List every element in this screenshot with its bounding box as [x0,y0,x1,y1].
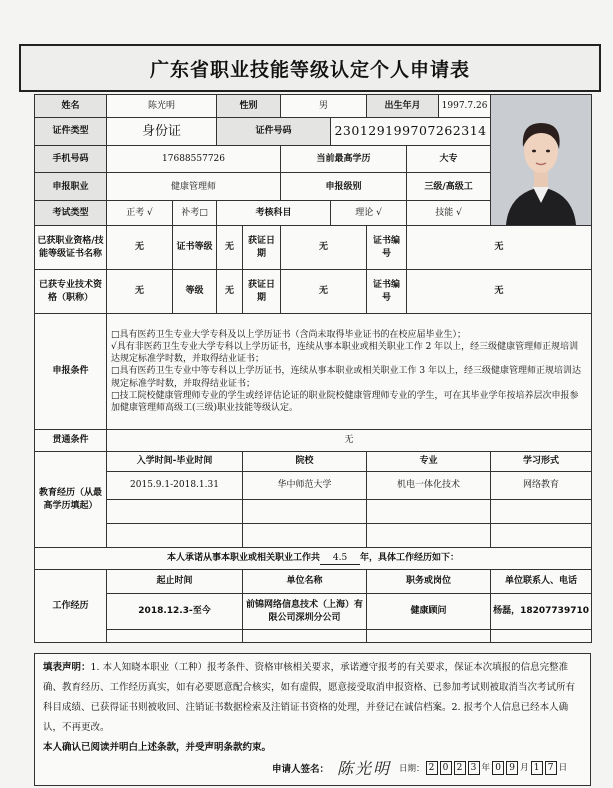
skill-value: 技能 √ [407,201,491,226]
date-digit-box: 2 [454,761,466,775]
work-contact-value: 杨磊，18207739710 [491,594,592,630]
name-label: 姓名 [35,95,107,118]
title-no-value: 无 [407,270,592,314]
exam-type-label: 考试类型 [35,201,107,226]
pathway-value: 无 [107,430,592,452]
cert-no-value: 无 [407,226,592,270]
date-digit-box: 2 [426,761,438,775]
conditions-list [107,314,592,430]
condition-item: √具有非医药卫生专业大学专科以上学历证书，连续从事本职业或相关职业工作 2 年以上，经三级健康管理师正规培训达规定标准学时数，并取得结业证书； [111,342,579,365]
gender-value: 男 [281,95,367,118]
title-grade-value: 无 [217,270,243,314]
work-company-value: 前锦网络信息技术（上海）有限公司深圳分公司 [243,594,367,630]
edu-row-empty [35,500,592,524]
condition-item: □具有医药卫生专业大学专科及以上学历证书（含尚未取得毕业证书的在校应届毕业生）； [111,330,467,340]
title-date-label: 获证日期 [243,270,281,314]
edu-form-header: 学习形式 [491,452,592,472]
obtained-title-value: 无 [107,270,173,314]
form-title-box [19,44,601,92]
date-digit-box: 0 [492,761,504,775]
occupation-label: 申报职业 [35,172,107,201]
date-digit-box: 0 [440,761,452,775]
title-grade-label: 等级 [173,270,217,314]
cert-grade-value: 无 [217,226,243,270]
work-company-header: 单位名称 [243,570,367,594]
title-date-value: 无 [281,270,367,314]
declaration-text [43,658,582,738]
date-unit-label: 年 [481,762,491,773]
applicant-info-table [34,94,592,643]
work-position-header: 职务或岗位 [367,570,491,594]
id-number-value: 230129199707262314 [331,117,491,146]
date-digit-box: 9 [506,761,518,775]
pathway-label: 贯通条件 [35,430,107,452]
cert-date-label: 获证日期 [243,226,281,270]
cert-no-label: 证书编号 [367,226,407,270]
date-digit-box: 7 [545,761,557,775]
title-no-label: 证书编号 [367,270,407,314]
sign-label: 申请人签名： [272,763,330,775]
edu-history-label: 教育经历（从最高学历填起） [35,452,107,548]
handwritten-signature: 陈光明 [337,759,392,778]
edu-time-value: 2015.9.1-2018.1.31 [107,472,243,500]
confirmation-text: 本人确认已阅读并明白上述条款，并受声明条款约束。 [43,742,272,753]
edu-major-value: 机电一体化技术 [367,472,491,500]
work-promise-prefix: 本人承诺从事本职业或相关职业工作共 [167,552,321,563]
work-position-value: 健康顾问 [367,594,491,630]
work-promise [35,548,592,570]
date-digit-box: 1 [531,761,543,775]
gender-label: 性别 [217,95,281,118]
phone-label: 手机号码 [35,146,107,173]
edu-school-header: 院校 [243,452,367,472]
edu-form-value: 网络教育 [491,472,592,500]
cert-grade-label: 证书等级 [173,226,217,270]
birth-label: 出生年月 [367,95,439,118]
signature-row [272,756,568,779]
date-unit-label: 日 [558,762,568,773]
obtained-cert-value: 无 [107,226,173,270]
work-contact-header: 单位联系人、电话 [491,570,592,594]
date-digit-box: 3 [468,761,480,775]
declaration-label: 填表声明： [43,662,91,673]
work-history-label: 工作经历 [35,570,107,643]
conditions-label: 申报条件 [35,314,107,430]
condition-item: □技工院校健康管理师专业的学生或经评估论证的职业院校健康管理师专业的学生，可在其毕业学年按培养层次申报参加健康管理师高级工(三级)职业技能等级认定。 [111,390,579,413]
theory-value: 理论 √ [331,201,407,226]
exam-makeup-value: 补考□ [173,201,217,226]
id-type-label: 证件类型 [35,117,107,146]
edu-time-header: 入学时间-毕业时间 [107,452,243,472]
education-label: 当前最高学历 [281,146,407,173]
work-time-header: 起止时间 [107,570,243,594]
name-value: 陈光明 [107,95,217,118]
condition-item: □具有医药卫生专业中等专科以上学历证书，连续从事本职业或相关职业工作 3 年以上，经三级健康管理师正规培训达规定标准学时数，并取得结业证书； [111,366,581,389]
birth-value: 1997.7.26 [439,95,491,118]
edu-row-empty [35,524,592,548]
level-value: 三级/高级工 [407,172,491,201]
form-title: 广东省职业技能等级认定个人申请表 [149,58,470,81]
date-boxes [425,761,569,775]
date-unit-label: 月 [520,762,529,773]
applicant-photo [491,95,592,226]
edu-school-value: 华中师范大学 [243,472,367,500]
work-promise-suffix: 年，具体工作经历如下： [360,552,460,563]
portrait-image [491,95,591,225]
level-label: 申报级别 [281,172,407,201]
exam-normal-value: 正考 √ [107,201,173,226]
education-value: 大专 [407,146,491,173]
work-years-value: 4.5 [320,552,360,565]
edu-major-header: 专业 [367,452,491,472]
obtained-title-label: 已获专业技术资格（职称） [35,270,107,314]
work-row [35,594,592,630]
id-type-value: 身份证 [107,117,217,146]
declaration-body: 1. 本人知晓本职业（工种）报考条件、资格审核相关要求，承诺遵守报考的有关要求，保证本次填报的信息完整准确、教育经历、工作经历真实，如有必要愿意配合核实，如有虚假，愿意接受取消申报资格、已参加考试则被取消当次考试所有科目成绩、已获得证书则被收回、注销证书数据检索及注销证书资格的处理，并登记在诚信档案。2. 报考个人信息已经本人确认，不再更改。 [43,662,576,733]
work-time-value: 2018.12.3-至今 [107,594,243,630]
occupation-value: 健康管理师 [107,172,281,201]
obtained-cert-label: 已获职业资格/技能等级证书名称 [35,226,107,270]
id-number-label: 证件号码 [217,117,331,146]
exam-subject-label: 考核科目 [217,201,331,226]
cert-date-value: 无 [281,226,367,270]
work-row-empty [35,630,592,643]
phone-value: 17688557726 [107,146,281,173]
edu-row [35,472,592,500]
date-label: 日期： [399,763,425,774]
